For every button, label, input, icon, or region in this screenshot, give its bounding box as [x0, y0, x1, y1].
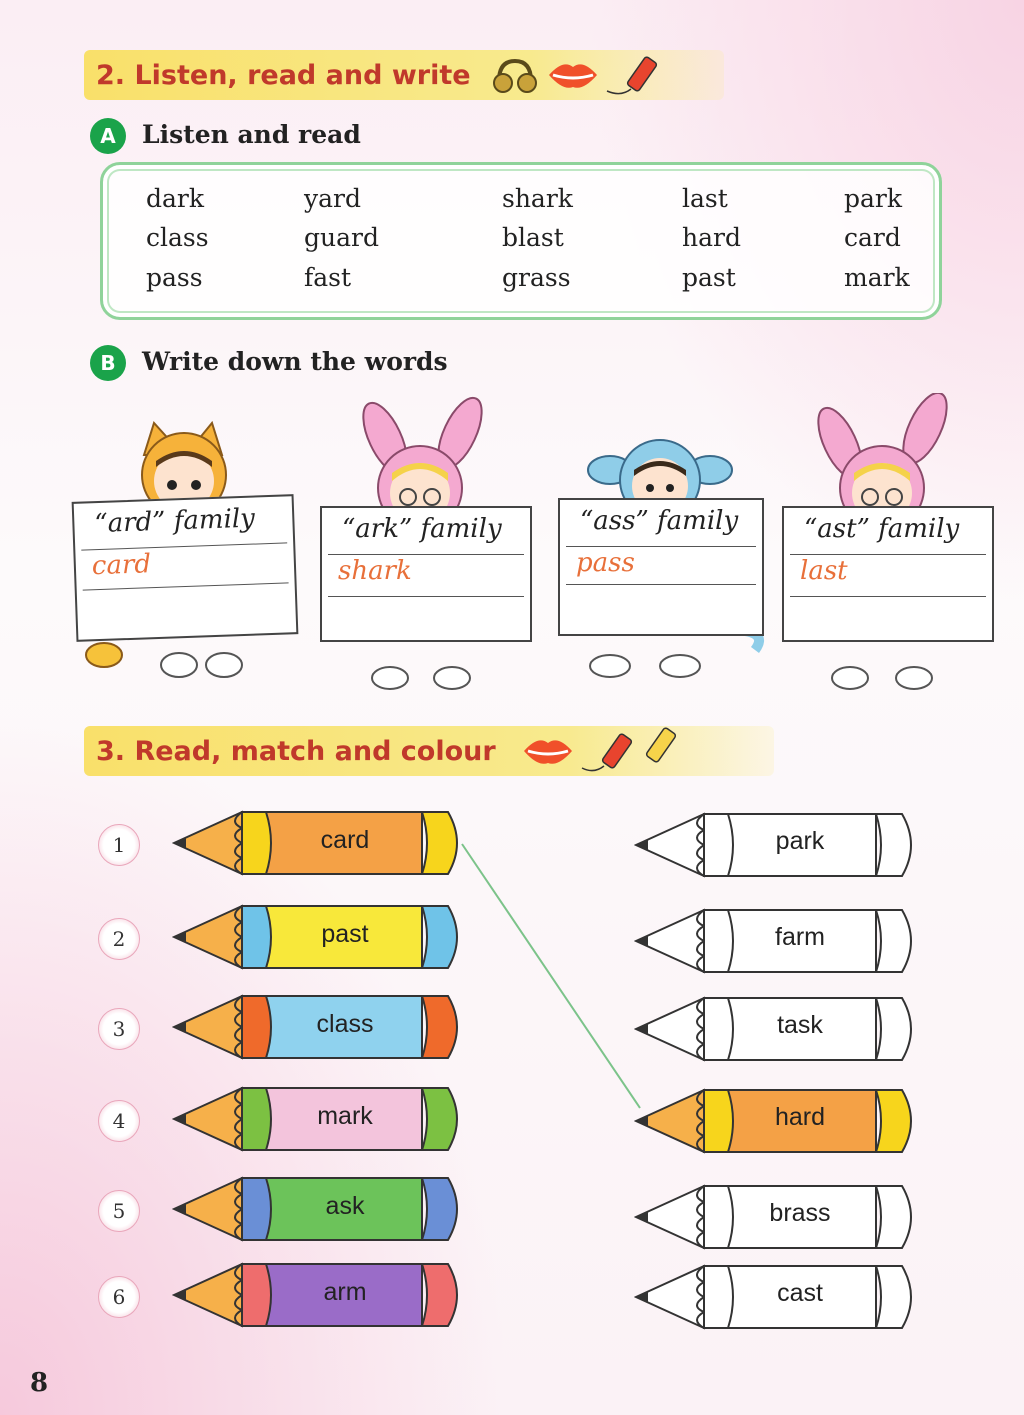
- family-label: “ark” family: [342, 514, 502, 544]
- item-number: 3: [98, 1008, 140, 1050]
- family-answer: shark: [338, 556, 412, 586]
- item-number: 4: [98, 1100, 140, 1142]
- page-number: 8: [30, 1368, 49, 1398]
- pencil-label: arm: [323, 1278, 367, 1306]
- item-number: 2: [98, 918, 140, 960]
- pencil-label: farm: [775, 923, 825, 951]
- pencil-label: park: [775, 827, 825, 855]
- item-number: 6: [98, 1276, 140, 1318]
- part-a-badge: A: [90, 118, 126, 154]
- family-answer: card: [91, 549, 152, 582]
- part-b-title: Write down the words: [142, 347, 448, 376]
- word-yard: yard: [304, 184, 361, 213]
- word-blast: blast: [502, 223, 564, 252]
- word-past: past: [682, 263, 736, 292]
- section-3-title: 3. Read, match and colour: [96, 735, 496, 767]
- pencil-label: cast: [777, 1279, 823, 1307]
- pencil-label: brass: [769, 1199, 831, 1227]
- pencil-label: card: [320, 826, 370, 854]
- part-a-title: Listen and read: [142, 120, 361, 149]
- word-mark: mark: [844, 263, 910, 292]
- pencil-label: ask: [325, 1192, 365, 1220]
- family-answer: pass: [576, 548, 635, 578]
- word-card: card: [844, 223, 901, 252]
- pencil-label: class: [316, 1010, 374, 1038]
- word-dark: dark: [146, 184, 205, 213]
- family-label: “ard” family: [93, 503, 256, 540]
- word-park: park: [844, 184, 903, 213]
- family-label: “ast” family: [804, 514, 960, 544]
- word-pass: pass: [146, 263, 203, 292]
- word-guard: guard: [304, 223, 379, 252]
- pencil-label: past: [321, 920, 369, 948]
- item-number: 5: [98, 1190, 140, 1232]
- word-hard: hard: [682, 223, 741, 252]
- word-shark: shark: [502, 184, 573, 213]
- section-2-title: 2. Listen, read and write: [96, 59, 471, 91]
- family-answer: last: [800, 556, 848, 586]
- pencil-label: hard: [774, 1103, 826, 1131]
- item-number: 1: [98, 824, 140, 866]
- word-last: last: [682, 184, 728, 213]
- word-class: class: [146, 223, 209, 252]
- pencil-label: mark: [317, 1102, 373, 1130]
- family-label: “ass” family: [580, 506, 739, 536]
- part-b-badge: B: [90, 345, 126, 381]
- pencil-label: task: [777, 1011, 823, 1039]
- word-fast: fast: [304, 263, 352, 292]
- word-grass: grass: [502, 263, 571, 292]
